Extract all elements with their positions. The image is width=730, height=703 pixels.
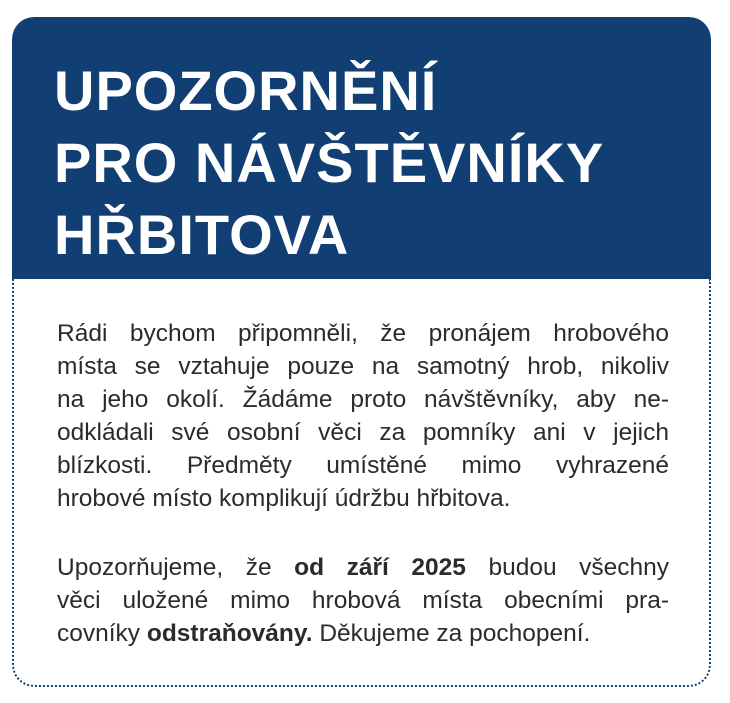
notice-paragraph-1 [57,317,669,515]
paragraph-line: věci uložené mimo hrobová místa obecními pra- [57,587,669,614]
text-fragment: budou všechny [465,554,669,581]
removal-highlight: odstraňovány. [146,620,313,647]
notice-title-line: UPOZORNĚNÍ [54,59,438,122]
paragraph-line: Rádi bychom připomněli, že pronájem hrobového [57,320,669,347]
notice-paragraph-2 [57,551,669,650]
date-highlight: od září 2025 [294,554,466,581]
notice-header [12,17,711,279]
text-fragment: Děkujeme za pochopení. [312,620,591,647]
text-fragment: covníky [57,620,147,647]
visitor-notice [12,17,711,687]
paragraph-line [57,551,669,584]
notice-body [12,279,711,687]
paragraph-line: na jeho okolí. Žádáme proto návštěvníky, aby ne- [57,386,669,413]
text-fragment: Upozorňujeme, že [57,554,295,581]
notice-title-line: HŘBITOVA [54,203,350,266]
notice-title [54,55,604,271]
paragraph-line: místa se vztahuje pouze na samotný hrob, nikoliv [57,353,669,380]
notice-title-line: PRO NÁVŠTĚVNÍKY [54,131,605,194]
paragraph-line: hrobové místo komplikují údržbu hřbitova. [57,485,511,512]
paragraph-line: blízkosti. Předměty umístěné mimo vyhrazené [57,452,669,479]
paragraph-line [57,617,669,650]
paragraph-line: odkládali své osobní věci za pomníky ani v jejich [57,419,669,446]
